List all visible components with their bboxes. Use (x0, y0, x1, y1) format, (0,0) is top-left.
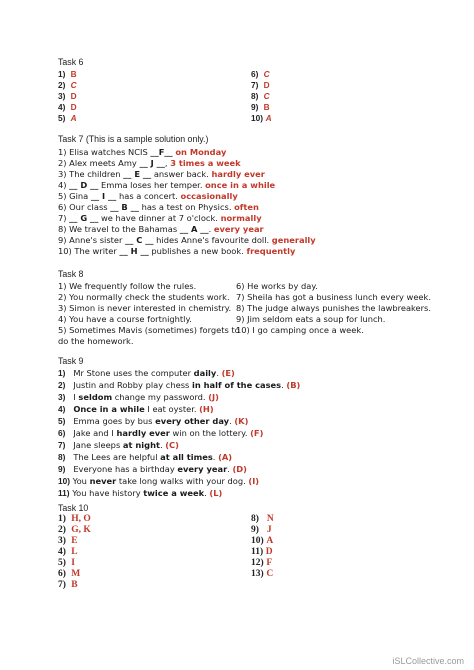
task10-item: 13) C (251, 569, 274, 579)
task10-item: 11) D (251, 547, 273, 557)
task8-item: 1) We frequently follow the rules. (58, 281, 197, 291)
task6-item: 1) B (58, 69, 77, 79)
task6-item: 7) D (251, 80, 270, 90)
task7-title: Task 7 (This is a sample solution only.) (58, 134, 209, 144)
task7-item: 7) __ G __ we have dinner at 7 o'clock. normally (58, 213, 262, 223)
task8-item: do the homework. (58, 336, 134, 346)
task9-item: 10) You never take long walks with your dog. (I) (58, 476, 260, 486)
task9-item: 5) Emma goes by bus every other day. (K) (58, 416, 249, 426)
task9-item: 8) The Lees are helpful at all times. (A) (58, 452, 233, 462)
task9-title: Task 9 (58, 356, 84, 366)
task9-item: 4) Once in a while I eat oyster. (H) (58, 404, 214, 414)
task6-item: 3) D (58, 91, 77, 101)
task10-item: 8) N (251, 514, 274, 524)
task10-item: 7) B (58, 580, 78, 590)
task9-item: 7) Jane sleeps at night. (C) (58, 440, 179, 450)
task6-item: 5) A (58, 113, 77, 123)
task9-item: 2) Justin and Robby play chess in half of the cases. (B) (58, 380, 301, 390)
task6-item: 9) B (251, 102, 270, 112)
task6-item: 6) C (251, 69, 270, 79)
task7-item: 5) Gina __ I __ has a concert. occasionally (58, 191, 238, 201)
task8-item: 8) The judge always punishes the lawbreakers. (236, 303, 432, 313)
task6-item: 10) A (251, 113, 272, 123)
site-watermark: iSLCollective.com (392, 656, 464, 666)
task8-item: 6) He works by day. (236, 281, 318, 291)
task8-item: 7) Sheila has got a business lunch every week. (236, 292, 431, 302)
task10-item: 3) E (58, 536, 78, 546)
task7-item: 9) Anne's sister __ C __ hides Anne's favourite doll. generally (58, 235, 316, 245)
task10-item: 5) I (58, 558, 75, 568)
task7-item: 8) We travel to the Bahamas __ A __. every year (58, 224, 264, 234)
task8-item: 4) You have a course fortnightly. (58, 314, 192, 324)
task10-item: 2) G, K (58, 525, 91, 535)
task6-title: Task 6 (58, 57, 84, 67)
task10-item: 1) H, O (58, 514, 91, 524)
task7-item: 6) Our class __ B __ has a test on Physics. often (58, 202, 259, 212)
task7-item: 4) __ D __ Emma loses her temper. once in a while (58, 180, 276, 190)
task10-title: Task 10 (58, 503, 89, 513)
task10-item: 9) J (251, 525, 272, 535)
task10-item: 12) F (251, 558, 273, 568)
task10-item: 4) L (58, 547, 78, 557)
task8-item: 5) Sometimes Mavis (sometimes) forgets to (58, 325, 240, 335)
task7-item: 10) The writer __ H __ publishes a new book. frequently (58, 246, 296, 256)
task6-item: 8) C (251, 91, 270, 101)
task9-item: 9) Everyone has a birthday every year. (D) (58, 464, 247, 474)
task10-item: 6) M (58, 569, 81, 579)
task9-item: 3) I seldom change my password. (J) (58, 392, 219, 402)
task8-item: 2) You normally check the students work. (58, 292, 230, 302)
task9-item: 11) You have history twice a week. (L) (58, 488, 223, 498)
task6-item: 4) D (58, 102, 77, 112)
task9-item: 1) Mr Stone uses the computer daily. (E) (58, 368, 235, 378)
task8-title: Task 8 (58, 269, 84, 279)
task7-item: 3) The children __ E __ answer back. hardly ever (58, 169, 265, 179)
task9-item: 6) Jake and I hardly ever win on the lottery. (F) (58, 428, 264, 438)
task7-item: 1) Elisa watches NCIS __F__ on Monday (58, 147, 227, 157)
task7-item: 2) Alex meets Amy __ J __, 3 times a week (58, 158, 241, 168)
task8-item: 10) I go camping once a week. (236, 325, 364, 335)
task6-item: 2) C (58, 80, 77, 90)
task8-item: 9) Jim seldom eats a soup for lunch. (236, 314, 386, 324)
task10-item: 10) A (251, 536, 274, 546)
task8-item: 3) Simon is never interested in chemistry. (58, 303, 232, 313)
